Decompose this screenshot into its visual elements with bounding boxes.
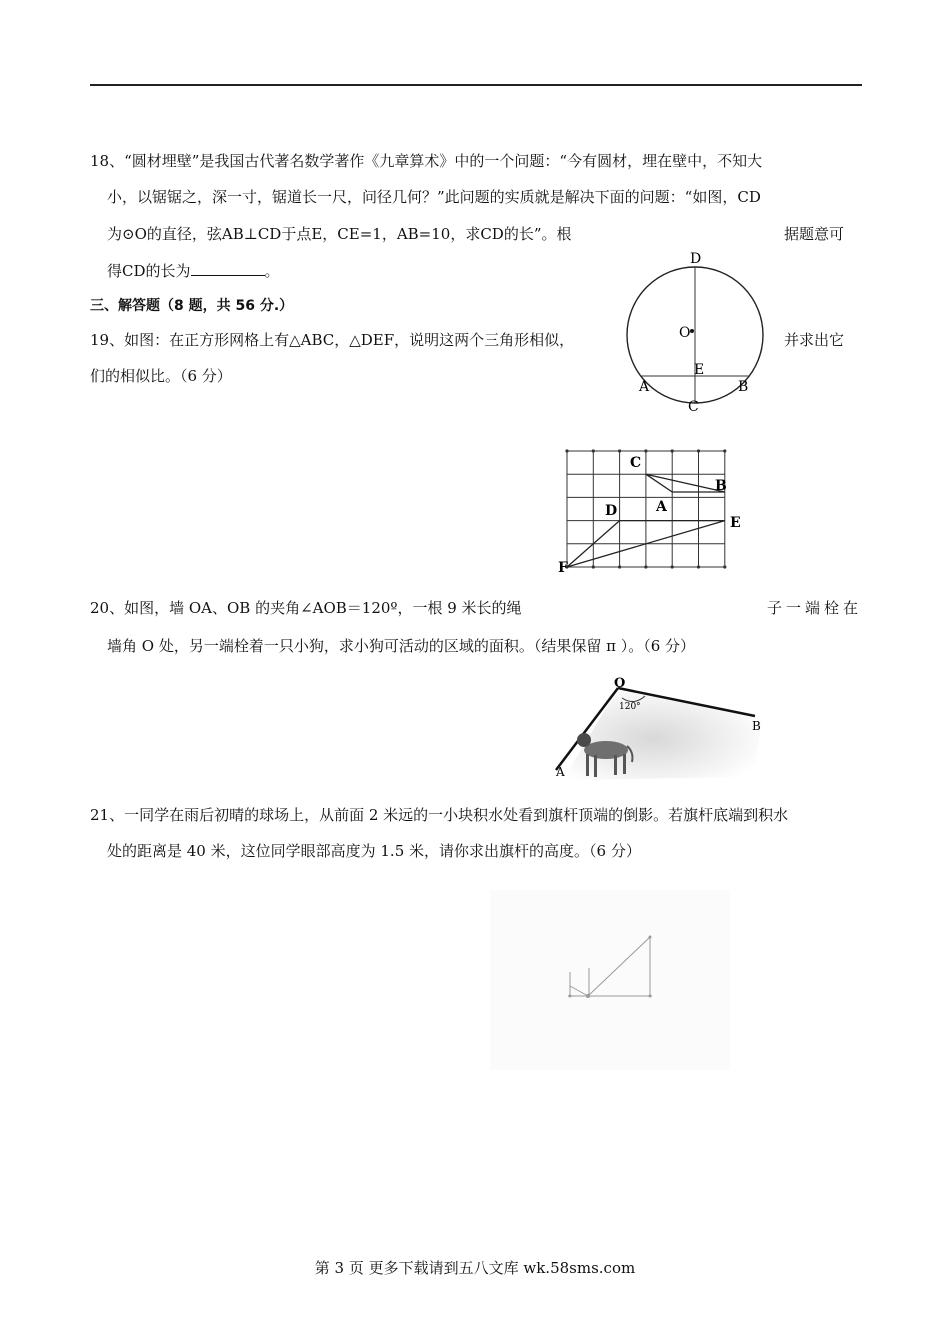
q18-line-1: 18、“圆材埋壁”是我国古代著名数学著作《九章算术》中的一个问题：“今有圆材，埋在壁中，不知大 <box>90 152 763 170</box>
page-footer: 第 3 页 更多下载请到五八文库 wk.58sms.com <box>314 1259 636 1277</box>
circle-figure <box>620 245 770 420</box>
label-b: B <box>738 379 749 395</box>
grid-label-c: C <box>630 455 642 471</box>
q20-line-2: 墙角 O 处，另一端栓着一只小狗，求小狗可活动的区域的面积。（结果保留 π ）。（6 分） <box>107 637 696 655</box>
label-o: O <box>679 325 691 341</box>
q19-line-2: 们的相似比。（6 分） <box>90 367 232 385</box>
center-dot <box>690 329 694 333</box>
q18-line-3-tail: 据题意可 <box>784 225 845 243</box>
label-a: A <box>639 379 650 395</box>
activity-region <box>563 688 763 780</box>
grid-figure <box>555 445 750 580</box>
label-d: D <box>690 251 702 267</box>
grid-label-d: D <box>605 503 618 519</box>
wall-label-b: B <box>752 719 761 733</box>
grid-label-a: A <box>656 499 667 515</box>
answer-blank <box>191 261 265 276</box>
header-rule <box>90 84 862 86</box>
flagpole-figure <box>490 890 730 1070</box>
q18-line-4-end: 。 <box>264 262 280 280</box>
label-c: C <box>688 399 699 415</box>
wall-label-o: O <box>614 676 626 691</box>
q18-line-4 <box>107 261 280 281</box>
triangle-abc <box>646 474 725 492</box>
angle-label: 120° <box>619 702 641 712</box>
wall-dog-figure <box>548 672 773 792</box>
q21-line-2: 处的距离是 40 米，这位同学眼部高度为 1.5 米，请你求出旗杆的高度。（6 分） <box>107 842 641 860</box>
label-e: E <box>694 362 705 378</box>
q19-line-1: 19、如图：在正方形网格上有△ABC，△DEF，说明这两个三角形相似， <box>90 331 575 349</box>
q18-line-2: 小，以锯锯之，深一寸，锯道长一尺，问径几何？”此问题的实质就是解决下面的问题：“如图，CD <box>107 188 761 206</box>
grid-label-b: B <box>715 478 727 494</box>
figure-background <box>490 890 730 1070</box>
q20-line-1-tail: 子一端栓在 <box>767 599 863 617</box>
q20-line-1: 20、如图，墙 OA、OB 的夹角∠AOB＝120º，一根 9 米长的绳 <box>90 599 522 617</box>
wall-label-a: A <box>556 765 565 779</box>
q19-line-1-tail: 并求出它 <box>784 331 845 349</box>
q18-line-3: 为⊙O的直径，弦AB⊥CD于点E，CE=1，AB=10，求CD的长”。根 <box>107 225 572 243</box>
section-3-title: 三、解答题（8 题，共 56 分.） <box>90 298 294 314</box>
grid-label-f: F <box>558 560 568 576</box>
grid-label-e: E <box>730 515 741 531</box>
q21-line-1: 21、一同学在雨后初晴的球场上，从前面 2 米远的一小块积水处看到旗杆顶端的倒影。若旗杆底端到积水 <box>90 806 789 824</box>
q18-line-4-text: 得CD的长为 <box>107 262 191 280</box>
